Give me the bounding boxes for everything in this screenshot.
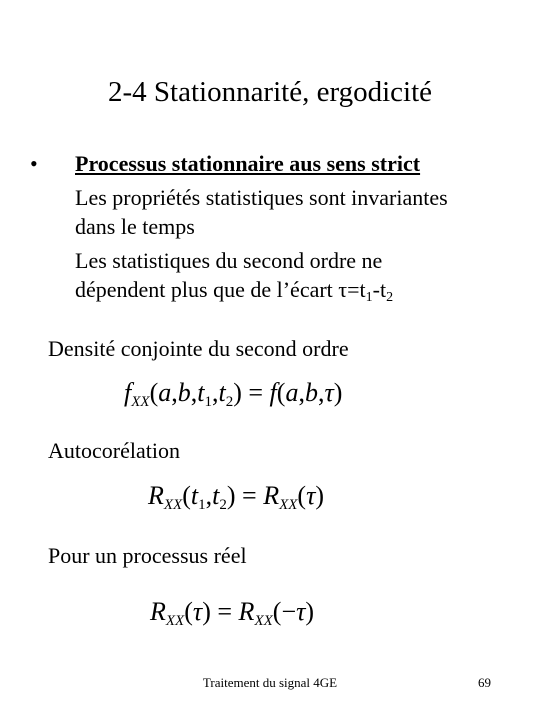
label-real-process: Pour un processus réel — [48, 543, 247, 568]
equation-joint-density: $f_{XX}(a,b,t_1,t_2) = f(a,b,\tau)$ — [124, 378, 343, 410]
subscript-2: 2 — [386, 290, 394, 305]
label-autocorrelation: Autocorélation — [48, 438, 180, 463]
bullet-heading: Processus stationnaire aus sens strict — [75, 151, 421, 176]
label-joint-density: Densité conjointe du second ordre — [48, 336, 349, 361]
equation-real-process: $R_{XX}(\tau) = R_{XX}(-\tau)$ — [150, 597, 315, 629]
tau-definition-minus: -t — [372, 277, 387, 302]
bullet-marker: • — [30, 151, 38, 176]
tau-definition-text: dépendent plus que de l’écart τ=t — [75, 277, 366, 302]
body-line-3: Les statistiques du second ordre ne — [75, 248, 383, 273]
footer-course-title: Traitement du signal 4GE — [202, 675, 338, 690]
subscript-1: 1 — [365, 290, 373, 305]
body-line-4 — [75, 277, 393, 306]
slide-title: 2-4 Stationnarité, ergodicité — [107, 76, 432, 108]
body-line-1: Les propriétés statistiques sont invariantes — [75, 185, 448, 210]
body-line-2: dans le temps — [75, 214, 195, 239]
equation-autocorrelation: $R_{XX}(t_1,t_2) = R_{XX}(\tau)$ — [148, 481, 325, 513]
footer-page-number: 69 — [478, 675, 491, 690]
